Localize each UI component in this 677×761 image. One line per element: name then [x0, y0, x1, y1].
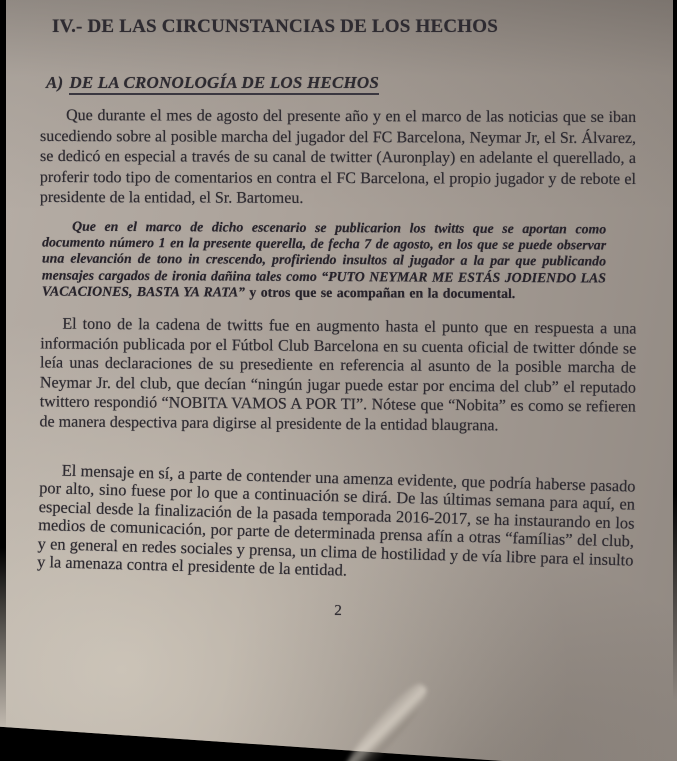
paragraph-message-context: El mensaje en sí, a parte de contender una amenza evidente, que podría haberse pasado por alto, sino fuese por lo que a continuación se dirá. De las últimas semana para aquí, en especial desde la finalización de la pasada temporada 2016-2017, se ha instaurando en los medios de comunicación, por parte de determinada prensa afín a otras “famílias” del club, y en general en redes sociales y prensa, un clima de hostilidad y de vía libre para el insulto y la amenaza contra el presidente de la entidad. — [36, 460, 636, 580]
subsection-letter: A) — [46, 73, 64, 92]
section-title: IV.- DE LAS CIRCUNSTANCIAS DE LOS HECHOS — [52, 16, 498, 37]
paragraph-tweets-italic-text: Que en el marco de dicho escenario se publicarion los twitts que se aportan como documento número 1 en la presente querella, de fecha 7 de agosto, en los que se puede observar una elevanción de tono in crescendo, profiriendo insultos al jugador a la par que publicando mensajes cargados de ironia dañina tales como “PUTO NEYMAR ME ESTÁS JODIENDO LAS VACACIONES, BASTA YA RATA” — [41, 218, 607, 300]
paragraph-chronology-intro: Que durante el mes de agosto del presente año y en el marco de las noticias que se iban sucediendo sobre al posible marcha del jugador del FC Barcelona, Neymar Jr, el Sr. Álvarez, se dedicó en especial a través de su canal de twitter (Auronplay) en adelante el querellado, a proferir todo tipo de comentarios en contra el FC Barcelona, el propio jugador y de rebote el presidente de la entidad, el Sr. Bartomeu. — [39, 107, 637, 208]
page-number: 2 — [334, 603, 342, 620]
subsection-title-text: DE LA CRONOLOGÍA DE LOS HECHOS — [69, 73, 379, 95]
subsection-title — [46, 71, 636, 94]
paragraph-tweets-tail-text: y otros que se acompañan en la documental. — [244, 284, 516, 301]
paragraph-tweet-chain: El tono de la cadena de twitts fue en augmento hasta el punto que en respuesta a una información publicada por el Fútbol Club Barcelona en su cuenta oficial de twitter dónde se leía unas declaraciones de su presediente en referencia al asunto de la posible marcha de Neymar Jr. del club, que decían “ningún jugar puede estar por encima del club” el reputado twittero respondió “NOBITA VAMOS A POR TI”. Nótese que “Nobita” es como se refieren de manera despectiva para digirse al presidente de la entidad blaugrana. — [39, 315, 637, 434]
paragraph-tweets-emphasis — [42, 218, 606, 302]
